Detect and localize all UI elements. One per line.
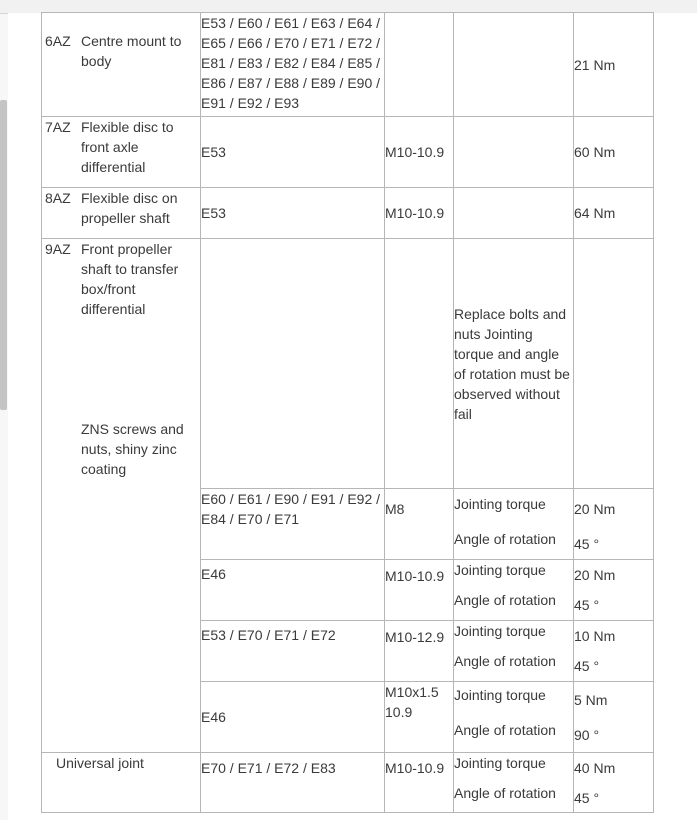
table-row	[42, 117, 654, 188]
model-list: E53 / E60 / E61 / E63 / E64 / E65 / E66 / E70 / E71 / E72 / E81 / E83 / E82 / E84 / E85 / E86 / E87 / E88 / E89 / E90 / E91 / E92 / E93	[201, 13, 385, 117]
model-list: E70 / E71 / E72 / E83	[201, 753, 385, 813]
bolt-spec: M10x1.5 10.9	[385, 682, 454, 753]
angle-label: Angle of rotation	[454, 592, 556, 608]
angle-value: 90 °	[574, 727, 600, 743]
bolt-spec: M10-10.9	[385, 117, 454, 188]
torque-value: 21 Nm	[574, 13, 654, 117]
torque-label: Jointing torque	[454, 562, 546, 578]
torque-label: Jointing torque	[454, 755, 546, 771]
torque-label: Jointing torque	[454, 496, 546, 512]
row-description: Universal joint	[56, 755, 144, 771]
model-list: E53 / E70 / E71 / E72	[201, 621, 385, 682]
angle-value: 45 °	[574, 790, 600, 806]
scrollbar-track[interactable]	[0, 0, 8, 820]
model-list: E46	[201, 560, 385, 621]
note-cell	[454, 117, 574, 188]
scrollbar-thumb[interactable]	[0, 100, 7, 410]
torque-value: 60 Nm	[574, 117, 654, 188]
torque-value: 20 Nm	[574, 567, 616, 583]
bolt-spec: M10-12.9	[385, 621, 454, 682]
row-id: 9AZ	[45, 241, 71, 257]
model-list: E46	[201, 682, 385, 753]
torque-label: Jointing torque	[454, 687, 546, 703]
table-row	[42, 239, 654, 489]
angle-value: 45 °	[574, 536, 600, 552]
bolt-spec: M10-10.9	[385, 753, 454, 813]
angle-label: Angle of rotation	[454, 653, 556, 669]
row-subdescription: ZNS screws and nuts, shiny zinc coating	[81, 421, 184, 477]
torque-label: Jointing torque	[454, 623, 546, 639]
torque-value: 64 Nm	[574, 188, 654, 239]
bolt-spec: M8	[385, 489, 454, 560]
angle-value: 45 °	[574, 597, 600, 613]
table-row	[42, 13, 654, 117]
torque-value: 40 Nm	[574, 760, 616, 776]
row-id: 7AZ	[45, 119, 71, 135]
row-id: 6AZ	[45, 33, 71, 49]
note-cell: Replace bolts and nuts Jointing torque and angle of rotation must be observed without fail	[454, 239, 574, 489]
model-list: E60 / E61 / E90 / E91 / E92 / E84 / E70 / E71	[201, 489, 385, 560]
model-list: E53	[201, 188, 385, 239]
note-cell	[454, 13, 574, 117]
row-id: 8AZ	[45, 190, 71, 206]
row-description: Flexible disc on propeller shaft	[81, 190, 178, 226]
angle-label: Angle of rotation	[454, 722, 556, 738]
angle-label: Angle of rotation	[454, 531, 556, 547]
bolt-spec	[385, 13, 454, 117]
row-description: Front propeller shaft to transfer box/front differential	[81, 241, 179, 317]
row-description: Flexible disc to front axle differential	[81, 119, 174, 175]
table-row	[42, 188, 654, 239]
angle-label: Angle of rotation	[454, 785, 556, 801]
angle-value: 45 °	[574, 658, 600, 674]
note-cell	[454, 188, 574, 239]
torque-spec-table	[41, 12, 654, 813]
table-row	[42, 753, 654, 813]
torque-value: 20 Nm	[574, 501, 616, 517]
model-list: E53	[201, 117, 385, 188]
bolt-spec: M10-10.9	[385, 188, 454, 239]
bolt-spec: M10-10.9	[385, 560, 454, 621]
torque-value: 10 Nm	[574, 628, 616, 644]
torque-value: 5 Nm	[574, 692, 608, 708]
row-description: Centre mount to body	[81, 33, 182, 69]
